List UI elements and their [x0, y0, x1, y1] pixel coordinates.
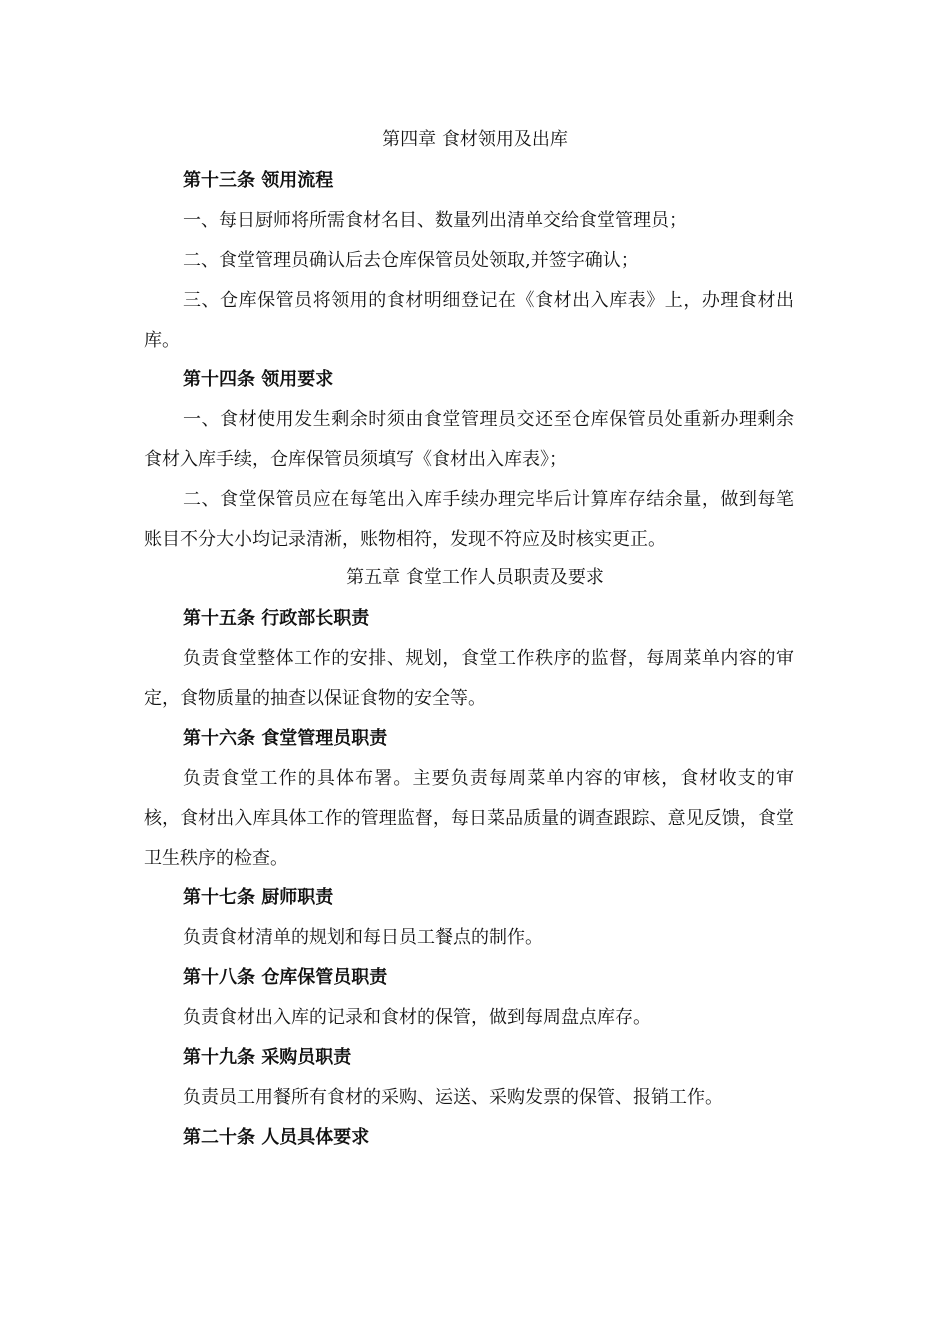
article-17-text: 负责食材清单的规划和每日员工餐点的制作。	[183, 927, 543, 948]
article-20-heading: 第二十条 人员具体要求	[183, 1127, 370, 1148]
article-13-heading: 第十三条 领用流程	[183, 170, 334, 191]
article-15-text: 负责食堂整体工作的安排、规划，食堂工作秩序的监督，每周菜单内容的审定，食物质量的抽查以保证食物的安全等。	[144, 648, 794, 709]
article-13-item-2: 二、食堂管理员确认后去仓库保管员处领取,并签字确认；	[183, 250, 639, 271]
article-17-heading: 第十七条 厨师职责	[183, 887, 334, 908]
article-18-text: 负责食材出入库的记录和食材的保管，做到每周盘点库存。	[183, 1007, 651, 1028]
article-15-heading: 第十五条 行政部长职责	[183, 608, 370, 629]
chapter-4-title: 第四章 食材领用及出库	[382, 129, 568, 150]
chapter-5-title: 第五章 食堂工作人员职责及要求	[346, 567, 604, 588]
article-18-heading: 第十八条 仓库保管员职责	[183, 967, 388, 988]
article-16-text: 负责食堂工作的具体布署。主要负责每周菜单内容的审核，食材收支的审核，食材出入库具体工作的管理监督，每日菜品质量的调查跟踪、意见反馈，食堂卫生秩序的检查。	[144, 768, 794, 869]
article-19-text: 负责员工用餐所有食材的采购、运送、采购发票的保管、报销工作。	[183, 1087, 723, 1108]
article-13-item-3: 三、仓库保管员将领用的食材明细登记在《食材出入库表》上，办理食材出库。	[144, 290, 794, 351]
article-14-item-2: 二、食堂保管员应在每笔出入库手续办理完毕后计算库存结余量，做到每笔账目不分大小均记录清淅，账物相符，发现不符应及时核实更正。	[144, 489, 794, 550]
article-13-item-1: 一、每日厨师将所需食材名目、数量列出清单交给食堂管理员；	[183, 210, 687, 231]
article-19-heading: 第十九条 采购员职责	[183, 1047, 352, 1068]
article-14-heading: 第十四条 领用要求	[183, 369, 334, 390]
article-16-heading: 第十六条 食堂管理员职责	[183, 728, 388, 749]
article-14-item-1: 一、食材使用发生剩余时须由食堂管理员交还至仓库保管员处重新办理剩余食材入库手续，仓库保管员须填写《食材出入库表》；	[144, 409, 794, 470]
